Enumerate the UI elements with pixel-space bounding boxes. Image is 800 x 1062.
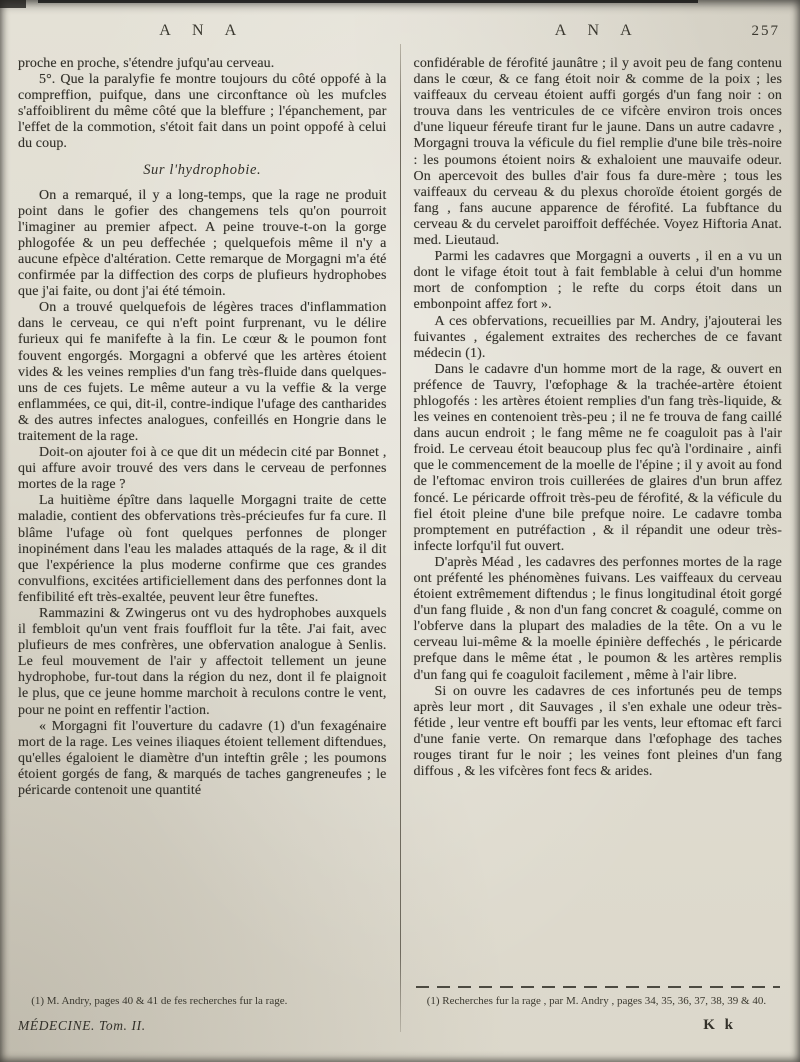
section-heading: Sur l'hydrophobie. [143,161,262,178]
two-column-layout [0,16,800,1062]
paragraph: « Morgagni fit l'ouverture du cadavre (1) d'un fexagénaire mort de la rage. Les veines iliaques étoient tellement diftendues, qu'elles égaloient le diamètre d'un inteftin grêle ; les poumons étoient gorgés de fang, & marqués de taches gangreneufes ; le péricarde contenoit une quantité [18,718,387,799]
page-number: 257 [751,23,780,39]
right-running-head [414,22,783,42]
volume-signature: MÉDECINE. Tom. II. [18,1018,146,1033]
paragraph: 5°. Que la paralyfie fe montre toujours du côté oppofé à la compreffion, puifque, dans une circonftance où les mufcles s'affoiblirent du même côté que la bleffure ; l'épanchement, par l'effet de la commotion, s'étoit fait dans un point oppofé à celui du coup. [18,72,387,152]
footnote: (1) M. Andry, pages 40 & 41 de fes recherches fur la rage. [31,995,288,1008]
left-column [18,16,387,1034]
paragraph: On a remarqué, il y a long-temps, que la rage ne produit point dans le gofier des changemens tels qu'on pourroit l'imaginer au premier afpect. A peine trouve-t-on la gorge phlogofée & un peu deffechée ; quelquefois même il n'y a aucune efpèce d'altération. Cette remarque de Morgagni m'a été confirmée par la diffection des corps de plufieurs hydrophobes que j'ai faite, ou dont j'ai été témoin. [18,187,387,300]
paragraph-continuation: proche en proche, s'étendre jufqu'au cerveau. [18,56,275,71]
column-divider-rule [400,44,401,1032]
paragraph: On a trouvé quelquefois de légères traces d'inflammation dans le cerveau, ce qui n'eft point furprenant, vu le délire furieux qui fe manifefte à la fin. Le cœur & le poumon font fouvent engorgés. Morgagni a obfervé que les artères étoient vides & les veines remplies d'un fang très-fluide dans quelques-uns de ces fujets. Le même auteur a vu la veffie & la verge enflammées, ce qui, dit-il, contre-indique l'ufage des cantharides & des autres infectes analogues, confeillés en Hongrie dans le traitement de la rage. [18,300,387,444]
right-column [414,16,783,1034]
paragraph: A ces obfervations, recueillies par M. Andry, j'ajouterai les fuivantes , également extraites des recherches de ce favant médecin (1). [413,313,782,361]
left-running-head [18,22,387,42]
left-column-footer [18,995,387,1034]
paragraph: Si on ouvre les cadavres de ces infortunés peu de temps après leur mort , dit Sauvages , il s'en exhale une odeur très-fétide , leur ventre eft bouffi par les vents, leur eftomac eft farci d'une fanie verte. On remarque dans l'œfophage des taches rouges tirant fur le noir ; les veines font pleines d'un fang diffous , & les vifcères font fecs & arides. [413,683,782,780]
running-title-right: A N A [554,22,641,39]
paragraph: Doit-on ajouter foi à ce que dit un médecin cité par Bonnet , qui affure avoir trouvé des vers dans le cerveau de perfonnes mortes de la rage ? [18,445,387,493]
right-column-footer [414,986,783,1034]
paragraph: La huitième épître dans laquelle Morgagni traite de cette maladie, contient des obfervations très-précieufes fur fa cure. Il blâme l'ufage où font quelques perfonnes de plonger inopinément dans l'eau les malades attaqués de la rage, & il dit que l'expérience la plus moderne confirme que ces grandes convulfions, excitées artificiellement dans des perfonnes dont la fenfibilité eft très-exaltée, peuvent leur être funeftes. [18,493,387,605]
scan-corner-artifact [0,0,26,8]
scan-edge-artifact [38,0,698,3]
footnote: (1) Recherches fur la rage , par M. Andry , pages 34, 35, 36, 37, 38, 39 & 40. [426,995,767,1008]
paragraph: Dans le cadavre d'un homme mort de la rage, & ouvert en préfence de Tauvry, l'œfophage & la trachée-artère étoient phlogofés : les artères étoient remplies d'un fang très-liquide, & les veines en contenoient très-peu ; il ne fe trouva de fang caillé dans aucun endroit ; le fang même ne fe coaguloit pas à l'air froid. Le cerveau étoit beaucoup plus fec qu'à l'ordinaire , ainfi que le commencement de la moelle de l'épine ; il y avoit au fond de l'eftomac environ trois cuillerées de glaires d'un brun affez foncé. Le péricarde offroit très-peu de férofité, & la véficule du fiel étoit pleine d'une bile prefque noire. Le cadavre tomba promptement en putréfaction , & il répandit une odeur très-infecte lorfqu'il fut ouvert. [413,361,782,554]
paragraph: D'après Méad , les cadavres des perfonnes mortes de la rage ont préfenté les phénomènes fuivans. Les vaiffeaux du cerveau étoient extrêmement diftendus ; le finus longitudinal étoit gorgé d'un fang fluide , & non d'un fang concret & coagulé, comme on l'obferve dans la plupart des maladies de la tête. On a vu le cerveau lui-même & la moelle épinière deffechés , le péricarde prefque dans le même état , le poumon & les artères remplis d'un fang qui fe coaguloit facilement , même à l'air libre. [413,554,782,683]
paragraph-continuation: confidérable de férofité jaunâtre ; il y avoit peu de fang contenu dans le cœur, & ce fang étoit noir & comme de la poix ; les vaiffeaux du cerveau étoient auffi gorgés d'un fang noir : on trouva dans les ventricules de ce vifcère environ trois onces d'une liqueur féreufe tirant fur le jaune. Dans un autre cadavre , Morgagni trouva la véficule du fiel remplie d'une bile très-noire : les poumons étoient noirs & exhaloient une mauvaife odeur. On apercevoit des bulles d'air fous fa dure-mère ; tous les vaiffeaux du cerveau & du plexus choroïde étoient gorgés de fang , fans aucune apparence de férofité. La fubftance du cerveau & du cervelet paroiffoit defféchée. Voyez Hiftoria Anat. med. Lieutaud. [413,56,782,249]
paragraph: Parmi les cadavres que Morgagni a ouverts , il en a vu un dont le vifage étoit tout à fait femblable à celui d'un homme mort de confomption ; le refte du corps étoit dans un embonpoint affez fort ». [413,249,782,313]
paragraph: Rammazini & Zwingerus ont vu des hydrophobes auxquels il fembloit qu'un vent frais fouffloit fur la tête. J'ai fait, avec plufieurs de mes confrères, une obfervation analogue à Senlis. Le feul mouvement de l'air y affectoit tellement un jeune hydrophobe, fur-tout dans la région du nez, dont il fe plaignoit le plus, que ce jeune homme marchoit à reculons contre le vent, pour ne point en reffentir l'action. [18,606,387,718]
running-title-left: A N A [159,22,246,39]
gathering-signature: K k [703,1017,736,1033]
footnote-separator-rule [416,986,781,988]
